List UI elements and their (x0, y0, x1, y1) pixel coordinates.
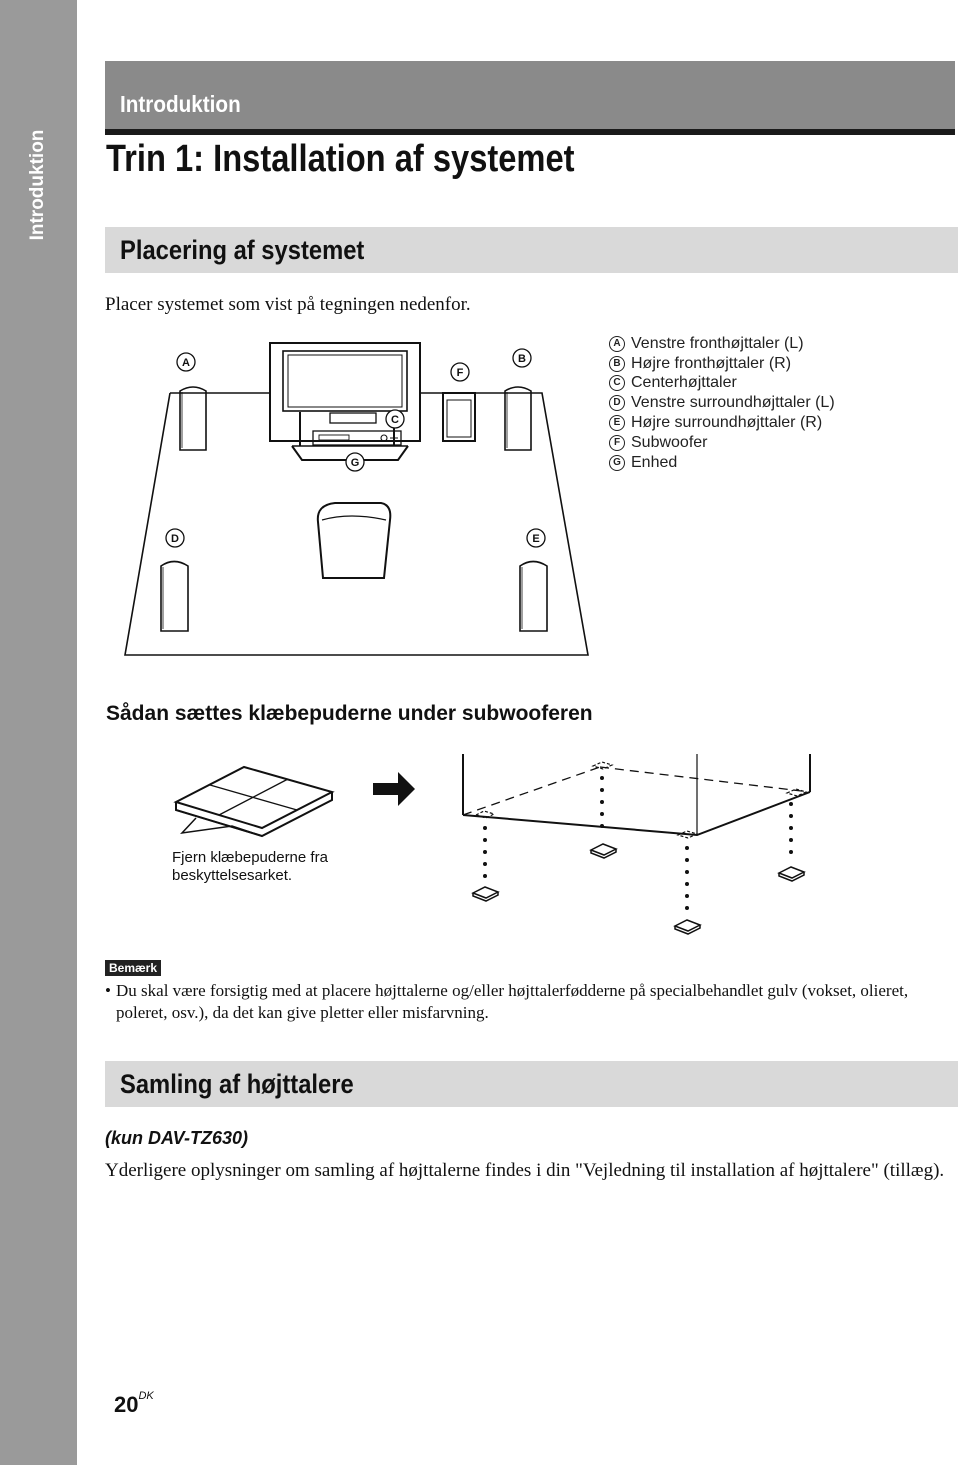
chapter-title: Introduktion (120, 91, 241, 117)
legend-item: F Subwoofer (609, 433, 835, 453)
marker-e: E (532, 533, 540, 545)
pads-subheading: Sådan sættes klæbepuderne under subwooferen (106, 702, 593, 725)
legend-item: E Højre surroundhøjttaler (R) (609, 413, 835, 433)
marker-b: B (518, 353, 526, 365)
note-badge: Bemærk (105, 960, 161, 976)
marker-d: D (171, 533, 179, 545)
page-title: Trin 1: Installation af systemet (106, 138, 575, 180)
legend-item: C Centerhøjttaler (609, 374, 835, 394)
assembly-body-text: Yderligere oplysninger om samling af højttalerne findes i din "Vejledning til installation af højttalere" (tillæg). (105, 1160, 945, 1181)
pads-illustration (0, 740, 960, 950)
legend-item: B Højre fronthøjttaler (R) (609, 354, 835, 374)
arrow-icon (373, 772, 415, 806)
diagram-legend (609, 334, 835, 473)
section-title-assembly: Samling af højttalere (120, 1069, 354, 1099)
marker-f: F (456, 367, 464, 379)
side-tab-label: Introduktion (27, 129, 48, 241)
note-text: • Du skal være forsigtig med at placere højttalerne og/eller højttalerfødderne på specialbehandlet gulv (vokset, olieret, poleret, osv.), da det kan give pletter eller misfarvning. (105, 981, 909, 1022)
marker-g: G (350, 457, 360, 469)
section-title-placement: Placering af systemet (120, 235, 365, 265)
legend-item: A Venstre fronthøjttaler (L) (609, 334, 835, 354)
pads-caption: Fjern klæbepuderne fra beskyttelsesarket. (172, 849, 328, 884)
marker-c: C (391, 414, 399, 426)
intro-text: Placer systemet som vist på tegningen nedenfor. (105, 294, 471, 315)
page-number: $20^{DK}$ (114, 1390, 154, 1417)
marker-a: A (182, 357, 190, 369)
legend-item: G Enhed (609, 453, 835, 473)
model-note: (kun DAV-TZ630) (105, 1128, 249, 1148)
legend-item: D Venstre surroundhøjttaler (L) (609, 393, 835, 413)
